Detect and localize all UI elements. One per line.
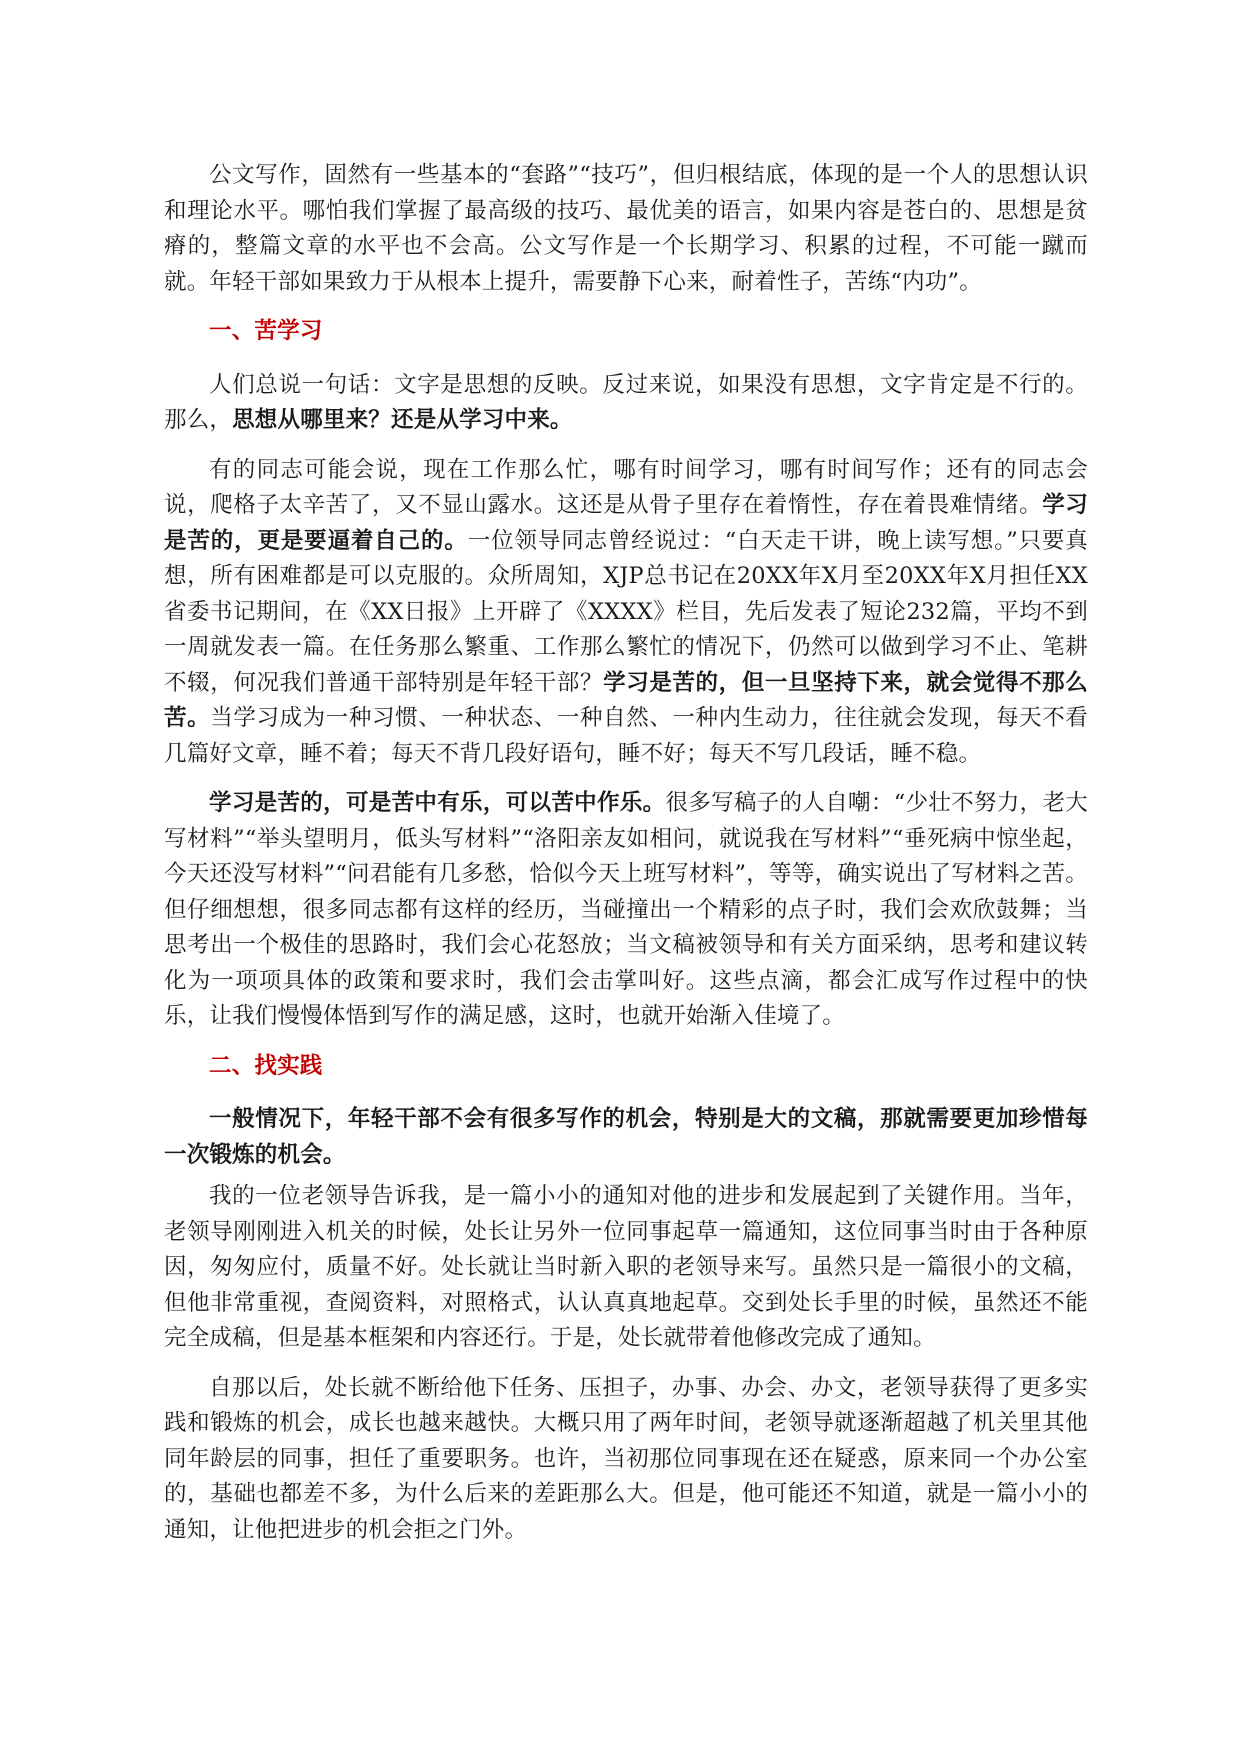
document-body: [164, 158, 1088, 1562]
section1-paragraph-1: [164, 368, 1088, 439]
section1-paragraph-3: [164, 786, 1088, 1035]
paragraph-text: 有的同志可能会说，现在工作那么忙，哪有时间学习，哪有时间写作；还有的同志会说，爬格子太辛苦了，又不显山露水。这还是从骨子里存在着惰性，存在着畏难情绪。: [164, 456, 1088, 518]
emphasis-text: 学习是苦的，可是苦中有乐，可以苦中作乐。: [209, 790, 666, 816]
section-heading-1: 一、苦学习: [209, 318, 323, 344]
section1-paragraph-2: [164, 453, 1088, 773]
intro-text: 公文写作，固然有一些基本的“套路”“技巧”，但归根结底，体现的是一个人的思想认识和理论水平。哪怕我们掌握了最高级的技巧、最优美的语言，如果内容是苍白的、思想是贫瘠的，整篇文章的水平也不会高。公文写作是一个长期学习、积累的过程，不可能一蹴而就。年轻干部如果致力于从根本上提升，需要静下心来，耐着性子，苦练“内功”。: [164, 162, 1088, 295]
paragraph-text: 当学习成为一种习惯、一种状态、一种自然、一种内生动力，往往就会发现，每天不看几篇好文章，睡不着；每天不背几段好语句，睡不好；每天不写几段话，睡不稳。: [164, 705, 1089, 767]
paragraph-text: 一位领导同志曾经说过：“白天走干讲，晚上读写想。”只要真想，所有困难都是可以克服的。众所周知，XJP总书记在20XX年X月至20XX年X月担任XX省委书记期间，在《XX日报》上开辟了《XXXX》栏目，先后发表了短论232篇，平均不到一周就发表一篇。在任务那么繁重、工作那么繁忙的情况下，仍然可以做到学习不止、笔耕不辍，何况我们普通干部特别是年轻干部？: [164, 527, 1088, 696]
paragraph-text: 很多写稿子的人自嘲：“少壮不努力，老大写材料”“举头望明月，低头写材料”“洛阳亲友如相问，就说我在写材料”“垂死病中惊坐起，今天还没写材料”“问君能有几多愁，恰似今天上班写材料”，等等，确实说出了写材料之苦。但仔细想想，很多同志都有这样的经历，当碰撞出一个精彩的点子时，我们会欢欣鼓舞；当思考出一个极佳的思路时，我们会心花怒放；当文稿被领导和有关方面采纳，思考和建议转化为一项项具体的政策和要求时，我们会击掌叫好。这些点滴，都会汇成写作过程中的快乐，让我们慢慢体悟到写作的满足感，这时，也就开始渐入佳境了。: [164, 790, 1088, 1029]
section-heading-2: 二、找实践: [209, 1052, 323, 1079]
emphasis-text: 思想从哪里来？还是从学习中来。: [232, 407, 573, 433]
emphasis-text: 学习是苦的，更是要逼着自己的。: [164, 492, 1088, 554]
paragraph-text: 人们总说一句话：文字是思想的反映。反过来说，如果没有思想，文字肯定是不行的。那么，: [164, 371, 1088, 433]
paragraph-text: 我的一位老领导告诉我，是一篇小小的通知对他的进步和发展起到了关键作用。当年，老领导刚刚进入机关的时候，处长让另外一位同事起草一篇通知，这位同事当时由于各种原因，匆匆应付，质量不好。处长就让当时新入职的老领导来写。虽然只是一篇很小的文稿，但他非常重视，查阅资料，对照格式，认认真真地起草。交到处长手里的时候，虽然还不能完全成稿，但是基本框架和内容还行。于是，处长就带着他修改完成了通知。: [164, 1183, 1088, 1351]
paragraph-text: 自那以后，处长就不断给他下任务、压担子，办事、办会、办文，老领导获得了更多实践和锻炼的机会，成长也越来越快。大概只用了两年时间，老领导就逐渐超越了机关里其他同年龄层的同事，担任了重要职务。也许，当初那位同事现在还在疑惑，原来同一个办公室的，基础也都差不多，为什么后来的差距那么大。但是，他可能还不知道，就是一篇小小的通知，让他把进步的机会拒之门外。: [164, 1374, 1088, 1543]
intro-paragraph: [164, 158, 1088, 300]
section2-paragraph-2: [164, 1371, 1088, 1549]
section2-paragraph-1: [164, 1179, 1088, 1357]
section2-lead-paragraph: 一般情况下，年轻干部不会有很多写作的机会，特别是大的文稿，那就需要更加珍惜每一次锻炼的机会。: [164, 1106, 1088, 1168]
emphasis-text: 学习是苦的，但一旦坚持下来，就会觉得不那么苦。: [164, 669, 1088, 731]
